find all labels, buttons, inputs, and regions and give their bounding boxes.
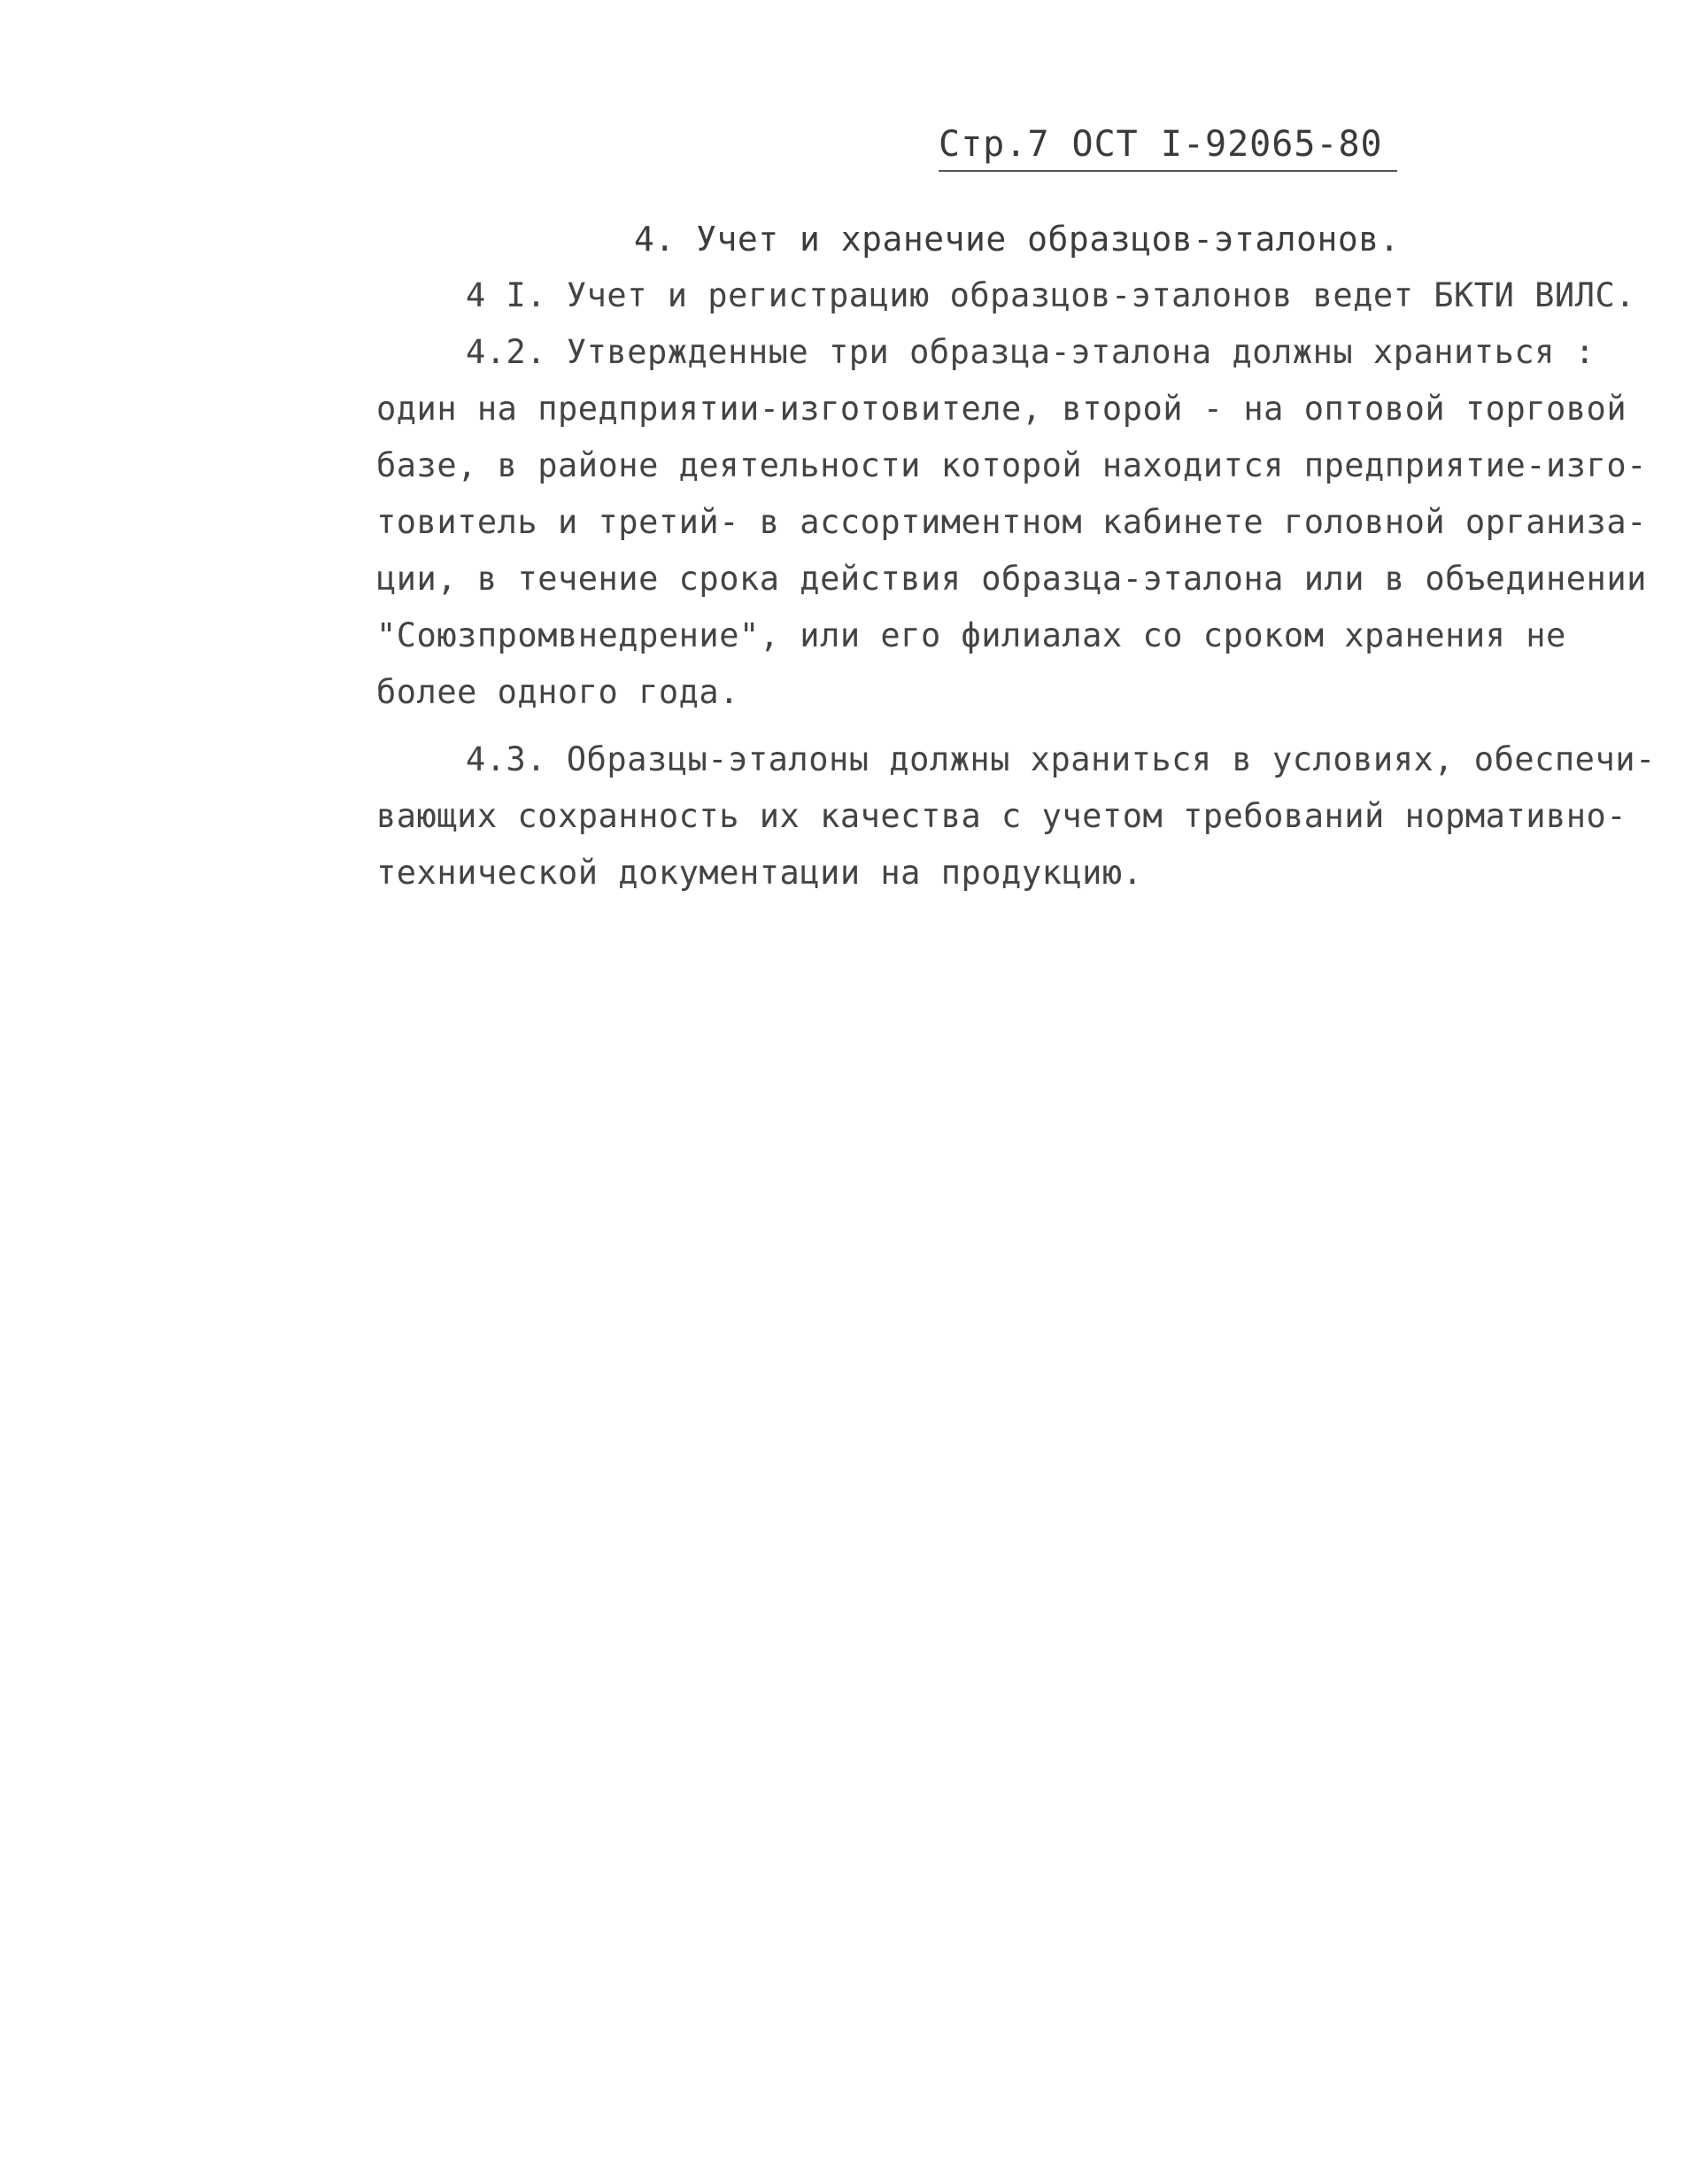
paragraph-4-2-line-5: ции, в течение срока действия образца-эталона или в объединении <box>376 560 1647 598</box>
paragraph-4-2-line-6: "Союзпромвнедрение", или его филиалах со сроком хранения не <box>376 616 1566 654</box>
page-header: Стр.7 ОСТ I-92065-80 <box>939 124 1397 172</box>
paragraph-4-2-line-2: один на предприятии-изготовителе, второй - на оптовой торговой <box>376 390 1627 428</box>
section-title: 4. Учет и хранечие образцов-эталонов. <box>634 220 1400 259</box>
paragraph-4-3-line-1: 4.3. Образцы-эталоны должны храниться в условиях, обеспечи- <box>466 740 1656 778</box>
paragraph-4-2-line-1: 4.2. Утвержденные три образца-эталона должны храниться : <box>466 333 1596 371</box>
paragraph-4-2-line-3: базе, в районе деятельности которой находится предприятие-изго- <box>376 446 1647 484</box>
paragraph-4-2-line-7: более одного года. <box>376 673 739 711</box>
paragraph-4-3-line-3: технической документации на продукцию. <box>376 854 1143 892</box>
paragraph-4-2-line-4: товитель и третий- в ассортиментном кабинете головной организа- <box>376 503 1647 541</box>
paragraph-4-1: 4 I. Учет и регистрацию образцов-эталонов ведет БКТИ ВИЛС. <box>466 276 1636 314</box>
paragraph-4-3-line-2: вающих сохранность их качества с учетом требований нормативно- <box>376 797 1627 835</box>
